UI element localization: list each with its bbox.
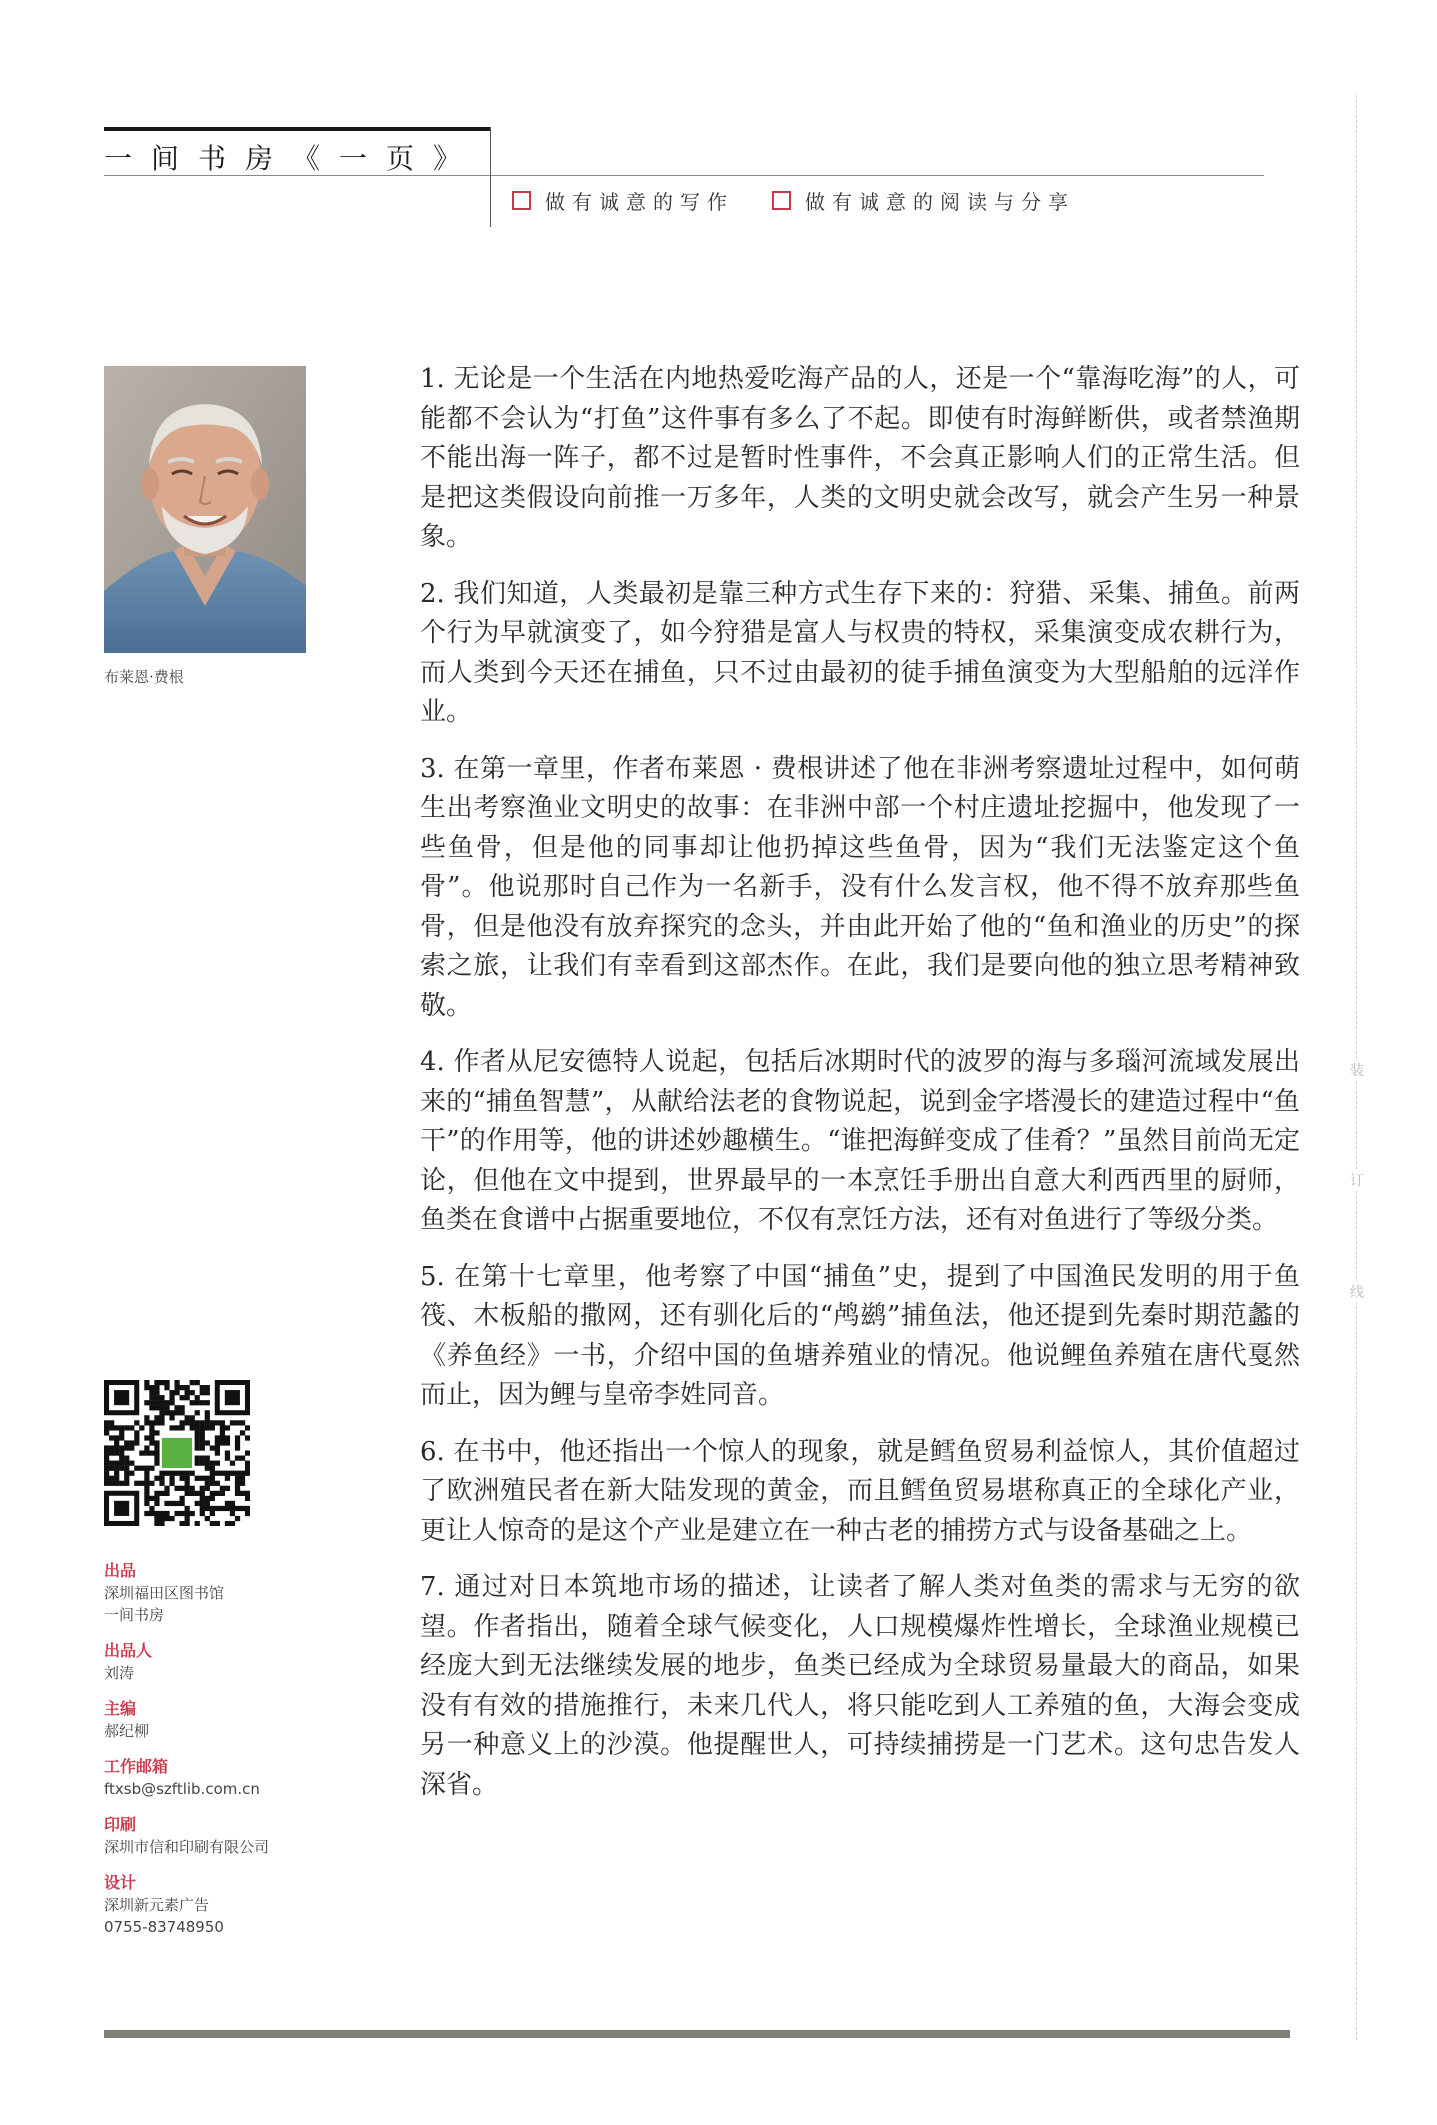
credit-label: 工作邮箱	[104, 1757, 169, 1776]
tagline-writing-text: 做有诚意的写作	[545, 190, 734, 214]
article-paragraph: 3. 在第一章里，作者布莱恩 · 费根讲述了他在非洲考察遗址过程中，如何萌生出考察渔业文明史的故事：在非洲中部一个村庄遗址挖掘中，他发现了一些鱼骨，但是他的同事却让他扔掉这些鱼骨，因为“我们无法鉴定这个鱼骨”。他说那时自己作为一名新手，没有什么发言权，他不得不放弃那些鱼骨，但是他没有放弃探究的念头，并由此开始了他的“鱼和渔业的历史”的探索之旅，让我们有幸看到这部杰作。在此，我们是要向他的独立思考精神致敬。	[420, 753, 1300, 1021]
credit-label: 设计	[104, 1873, 137, 1892]
binding-char: 线	[1347, 1282, 1367, 1302]
credit-value: 深圳福田区图书馆	[104, 1584, 225, 1602]
credit-label: 印刷	[104, 1815, 137, 1834]
credit-label: 出品	[104, 1561, 137, 1580]
article-body	[420, 360, 1300, 1822]
footer-bar	[104, 2030, 1290, 2038]
checkbox-square-icon	[512, 191, 531, 210]
credits-block	[104, 1560, 344, 1952]
credit-value: 0755-83748950	[104, 1918, 224, 1936]
portrait-caption: 布莱恩·费根	[104, 668, 184, 686]
tagline-reading	[772, 186, 1075, 215]
credit-value: 刘涛	[104, 1664, 135, 1682]
header-rule	[104, 175, 1264, 176]
qr-logo-icon	[162, 1438, 192, 1468]
credit-item	[104, 1872, 344, 1938]
credit-label: 主编	[104, 1699, 137, 1718]
credit-value: 深圳新元素广告	[104, 1896, 210, 1914]
article-paragraph: 7. 通过对日本筑地市场的描述，让读者了解人类对鱼类的需求与无穷的欲望。作者指出，随着全球气候变化，人口规模爆炸性增长，全球渔业规模已经庞大到无法继续发展的地步，鱼类已经成为全球贸易量最大的商品，如果没有有效的措施推行，未来几代人，将只能吃到人工养殖的鱼，大海会变成另一种意义上的沙漠。他提醒世人，可持续捕捞是一门艺术。这句忠告发人深省。	[420, 1572, 1300, 1800]
qr-code[interactable]	[104, 1380, 250, 1526]
credit-item	[104, 1698, 344, 1742]
header-divider	[490, 127, 491, 227]
article-paragraph: 2. 我们知道，人类最初是靠三种方式生存下来的：狩猎、采集、捕鱼。前两个行为早就演变了，如今狩猎是富人与权贵的特权，采集演变成农耕行为，而人类到今天还在捕鱼，只不过由最初的徒手捕鱼演变为大型船舶的远洋作业。	[420, 578, 1300, 727]
credit-item	[104, 1756, 344, 1800]
article-paragraph: 6. 在书中，他还指出一个惊人的现象，就是鳕鱼贸易利益惊人，其价值超过了欧洲殖民者在新大陆发现的黄金，而且鳕鱼贸易堪称真正的全球化产业，更让人惊奇的是这个产业是建立在一种古老的捕捞方式与设备基础之上。	[420, 1436, 1300, 1546]
article-paragraph: 1. 无论是一个生活在内地热爱吃海产品的人，还是一个“靠海吃海”的人，可能都不会认为“打鱼”这件事有多么了不起。即使有时海鲜断供，或者禁渔期不能出海一阵子，都不过是暂时性事件，不会真正影响人们的正常生活。但是把这类假设向前推一万多年，人类的文明史就会改写，就会产生另一种景象。	[420, 364, 1300, 552]
tagline-writing	[512, 186, 734, 215]
brand-bar	[104, 127, 490, 131]
brand-title: 一间书房《一页》	[104, 142, 481, 175]
checkbox-square-icon	[772, 191, 791, 210]
article-paragraph: 4. 作者从尼安德特人说起，包括后冰期时代的波罗的海与多瑙河流域发展出来的“捕鱼智慧”，从献给法老的食物说起，说到金字塔漫长的建造过程中“鱼干”的作用等，他的讲述妙趣横生。“谁把海鲜变成了佳肴？”虽然目前尚无定论，但他在文中提到，世界最早的一本烹饪手册出自意大利西西里的厨师，鱼类在食谱中占据重要地位，不仅有烹饪方法，还有对鱼进行了等级分类。	[420, 1047, 1300, 1235]
credit-item	[104, 1560, 344, 1626]
taglines	[512, 186, 1075, 215]
author-portrait	[104, 366, 306, 653]
credit-value: 郝纪柳	[104, 1722, 150, 1740]
credit-value: ftxsb@szftlib.com.cn	[104, 1780, 260, 1798]
credit-item	[104, 1814, 344, 1858]
credit-value: 一间书房	[104, 1606, 165, 1624]
tagline-reading-text: 做有诚意的阅读与分享	[805, 190, 1075, 214]
article-paragraph: 5. 在第十七章里，他考察了中国“捕鱼”史，提到了中国渔民发明的用于鱼筏、木板船的撒网，还有驯化后的“鸬鹚”捕鱼法，他还提到先秦时期范蠡的《养鱼经》一书，介绍中国的鱼塘养殖业的情况。他说鲤鱼养殖在唐代戛然而止，因为鲤与皇帝李姓同音。	[420, 1261, 1300, 1410]
credit-value: 深圳市信和印刷有限公司	[104, 1838, 270, 1856]
credit-label: 出品人	[104, 1641, 153, 1660]
binding-char: 装	[1347, 1060, 1367, 1080]
credit-item	[104, 1640, 344, 1684]
binding-char: 订	[1347, 1170, 1367, 1190]
